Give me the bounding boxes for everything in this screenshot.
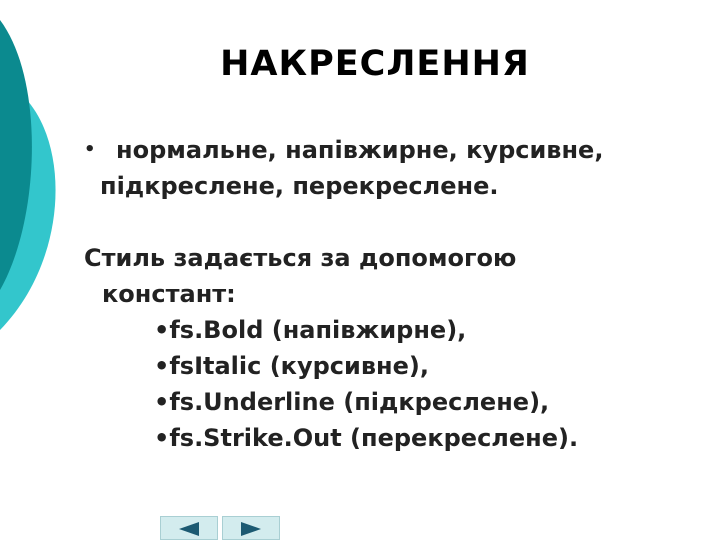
- previous-slide-button[interactable]: [160, 516, 218, 540]
- page-title: НАКРЕСЛЕННЯ: [220, 44, 530, 84]
- constant-item-bold: •fs.Bold (напівжирне),: [154, 316, 467, 344]
- constant-item-italic: •fsItalic (курсивне),: [154, 352, 429, 380]
- bullet-item: [84, 132, 704, 204]
- paragraph-line-1: Стиль задається за допомогою: [84, 244, 517, 272]
- bullet-line-1: нормальне, напівжирне, курсивне,: [116, 136, 604, 164]
- triangle-right-icon: [239, 521, 263, 537]
- slide-content: [84, 132, 704, 456]
- next-slide-button[interactable]: [222, 516, 280, 540]
- constant-item-strikeout: •fs.Strike.Out (перекреслене).: [154, 424, 579, 452]
- paragraph-line-2: констант:: [102, 280, 236, 308]
- bullet-line-2: підкреслене, перекреслене.: [100, 172, 499, 200]
- constant-item-underline: •fs.Underline (підкреслене),: [154, 388, 550, 416]
- triangle-left-icon: [177, 521, 201, 537]
- bullet-dot-icon: •: [84, 139, 96, 160]
